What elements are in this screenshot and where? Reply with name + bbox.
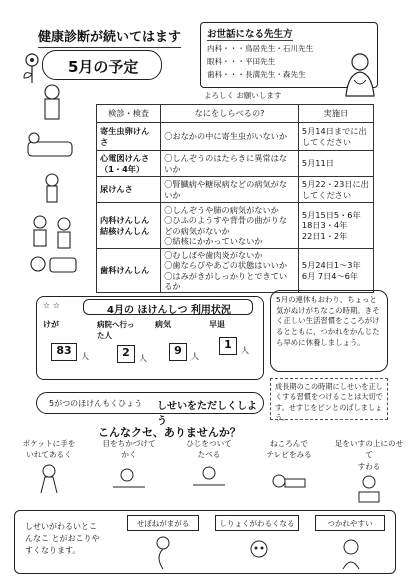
habit-line1: 足をいすの上にのせて	[334, 439, 404, 460]
usage-count: 1	[224, 338, 232, 351]
habit-line2: いれてあるく	[26, 450, 72, 460]
habit-line1: ねころんで	[270, 439, 308, 448]
writing-child-illustration	[109, 463, 149, 495]
footer-tag	[215, 515, 299, 531]
habit-line2: かく	[121, 450, 137, 460]
exam-what: 〇腎臓病や糖尿病などの病気がないか	[161, 177, 299, 203]
usage-count: 2	[122, 346, 130, 359]
habit-item	[14, 438, 84, 506]
usage-count: 83	[56, 344, 72, 357]
col-header-date: 実施日	[298, 105, 373, 123]
habits-heading: こんなクセ、ありませんか？	[98, 426, 241, 439]
exam-name: 歯科けんしん	[97, 249, 161, 293]
flower-icon	[20, 50, 44, 84]
exam-name: 内科けんしん結核けんしん	[97, 203, 161, 249]
footer-tag	[127, 515, 199, 531]
bent-back-illustration	[145, 535, 181, 571]
col-header-exam: 検診・検査	[97, 105, 161, 123]
posture-note-box	[270, 378, 388, 423]
habit-line1: ひじをついて	[186, 439, 232, 448]
footer-tag-text: しりょくがわるくなる	[219, 519, 295, 528]
usage-count-box	[219, 337, 237, 355]
doctor-line-2: 眼科・・・平田先生	[207, 57, 276, 66]
habit-line2: たべる	[197, 450, 221, 460]
footer-tag-text: せぼねがまがる	[136, 519, 190, 528]
doctor-illustration	[338, 50, 382, 98]
usage-category-label: 早退	[209, 320, 225, 329]
habits-row	[14, 438, 404, 506]
header-title-line1: 健康診断が続いてはます	[38, 26, 181, 48]
footer-tag-text: つかれやすい	[327, 519, 373, 528]
habit-line1: ポケットに手を	[22, 439, 76, 448]
usage-unit: 人	[81, 352, 89, 361]
seasonal-note: 5月の連休もおわり、ちょっと気がぬけがちなこの時期。きそく正しい生活習慣をこころがけるとともに、つかれをかんじたら早めに休養しましょう。	[276, 295, 380, 347]
poor-eyesight-illustration	[241, 535, 277, 571]
usage-category	[155, 319, 207, 377]
exam-what: 〇しんぞうのはたらきに異常はないか	[161, 151, 299, 177]
posture-note: 成長期のこの時期にしせいを正しくする習慣をつけることは大切です。せすじをピンとのばしましょう。	[275, 382, 383, 423]
side-illustrations	[18, 82, 86, 282]
exam-what: 〇おなかの中に寄生虫がいないか	[161, 123, 299, 151]
goal-banner	[36, 392, 264, 427]
usage-category-label: 病院へ行った人	[97, 320, 135, 340]
doctors-closing: よろしく お願いします	[204, 91, 282, 100]
usage-count-box	[169, 343, 187, 361]
usage-category	[209, 319, 261, 377]
goal-text: しせいをただしくしよう	[157, 401, 257, 427]
habit-item	[94, 438, 164, 506]
footer-left-text: しせいがわるいとこんなこ とがおこりやすくなります。	[25, 522, 100, 555]
exam-date: 5月11日	[298, 151, 373, 177]
usage-category-label: 病気	[155, 320, 171, 329]
doctor-line-3: 歯科・・・長満先生・森先生	[207, 70, 306, 79]
lying-child-illustration	[269, 463, 309, 495]
usage-count-box	[117, 345, 135, 363]
usage-box	[36, 296, 264, 380]
habit-item	[254, 438, 324, 506]
exam-date: 5月15日5・6年 18日3・4年 22日1・2年	[298, 203, 373, 249]
usage-unit: 人	[241, 346, 249, 355]
usage-category-label: けが	[43, 320, 59, 329]
habit-line1: 目をちかづけて	[102, 439, 156, 448]
header-title-area	[20, 20, 190, 88]
sitting-child-illustration	[349, 474, 389, 506]
exam-what: 〇しんぞうや肺の病気がないか 〇ひふのようすや背骨の曲がりなどの病気がないか 〇結核にかかっていないか	[161, 203, 299, 249]
exam-what: 〇むしばや歯肉炎がないか 〇歯ならびやあごの状態はいいか 〇はみがきがしっかりとできているか	[161, 249, 299, 293]
usage-stars: ☆ ☆	[43, 301, 60, 310]
habit-line2: テレビをみる	[266, 450, 312, 460]
habit-item	[334, 438, 404, 506]
exam-date: 5月14日までに出してください	[298, 123, 373, 151]
seasonal-note-box	[270, 290, 388, 372]
walking-child-illustration	[29, 463, 69, 495]
usage-count-box	[51, 343, 77, 361]
habit-line2: すわる	[357, 461, 381, 471]
doctor-line-1: 内科・・・鳥居先生・石川先生	[207, 44, 314, 53]
footer-tag	[315, 515, 385, 531]
usage-title: 4月の ほけんしつ 利用状況	[107, 305, 231, 316]
exam-date: 5月22・23日に出してください	[298, 177, 373, 203]
usage-unit: 人	[139, 354, 147, 363]
usage-category	[43, 319, 93, 377]
habit-item	[174, 438, 244, 506]
doctors-title: お世話になる先生方	[207, 26, 293, 41]
usage-count: 9	[174, 344, 182, 357]
goal-label: 5がつのほけんもくひょう	[49, 399, 143, 408]
usage-category	[97, 319, 153, 377]
eating-child-illustration	[189, 463, 229, 495]
footer-box	[14, 510, 396, 574]
exam-name: 心電図けんさ（1・4年）	[97, 151, 161, 177]
exam-name: 寄生虫卵けんさ	[97, 123, 161, 151]
exam-date: 5月24日1〜3年 6月 7日4〜6年	[298, 249, 373, 293]
usage-unit: 人	[191, 352, 199, 361]
exam-name: 尿けんさ	[97, 177, 161, 203]
col-header-what: なにをしらべるの?	[161, 105, 299, 123]
header-title-line2: 5月の予定	[68, 58, 139, 76]
tired-child-illustration	[333, 535, 369, 571]
schedule-table	[96, 104, 374, 293]
